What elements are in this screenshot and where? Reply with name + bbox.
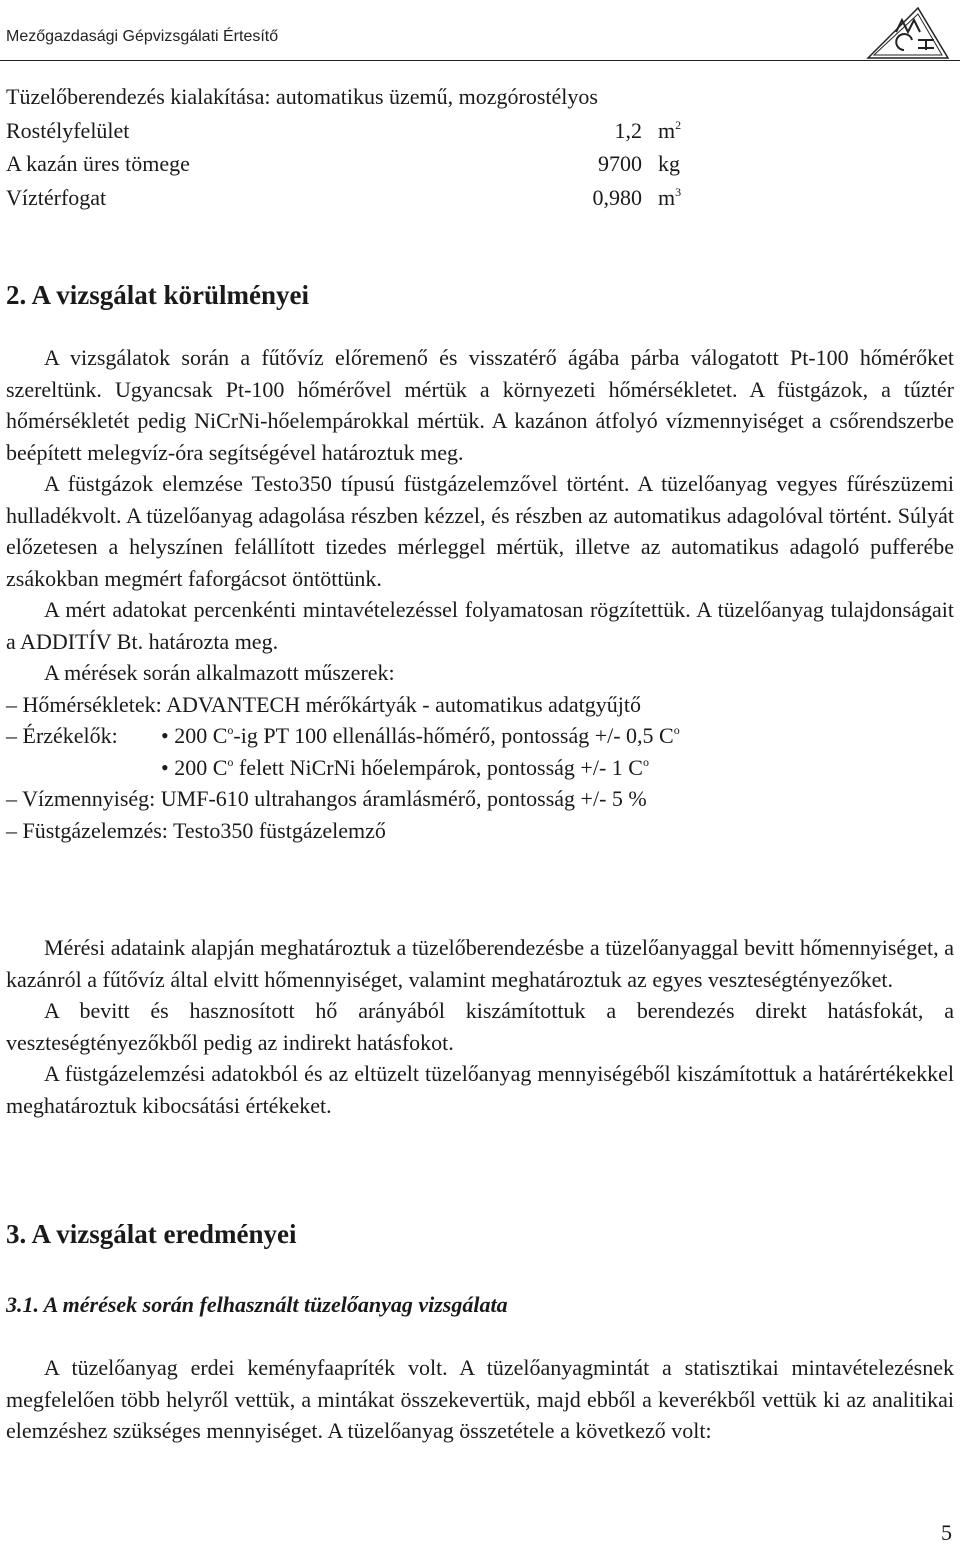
boiler-specs [6, 80, 682, 214]
spec-unit: kg [658, 151, 680, 176]
paragraph: A tüzelőanyag erdei keményfaapríték volt. A tüzelőanyagmintát a statisztikai mintavételezésnek megfelelően több helyről vettük, a mintákat összekevertük, majd ebből a keverékből vettük ki az analitikai elemzéshez szükséges mennyiséget. A tüzelőanyag összetétele a következő volt: [6, 1355, 954, 1443]
instrument-item: – Vízmennyiség: UMF-610 ultrahangos áramlásmérő, pontosság +/- 5 % [6, 786, 647, 811]
paragraph: A vizsgálatok során a fűtővíz előremenő és visszatérő ágába párba válogatott Pt-100 hőmérőket szereltünk. Ugyancsak Pt-100 hőmérővel mértük a környezeti hőmérsékletet. A füstgázok, a tűztér hőmérsékletét pedig NiCrNi-hőelempárokkal mértük. A kazánon átfolyó vízmennyiséget a csőrendszerbe beépített melegvíz-óra segítségével határoztuk meg. [6, 345, 954, 465]
spec-label: A kazán üres tömege [6, 151, 190, 176]
spec-row [6, 114, 682, 148]
paragraph: A mért adatokat percenkénti mintavételezéssel folyamatosan rögzítettük. A tüzelőanyag tulajdonságait a ADDITÍV Bt. határozta meg. [6, 597, 954, 654]
section-2-heading: 2. A vizsgálat körülményei [6, 280, 309, 310]
spec-label: Víztérfogat [6, 184, 107, 210]
spec-value: 0,980 [592, 184, 642, 210]
spec-unit: $m^2$ [658, 117, 682, 143]
spec-unit: $m^3$ [658, 184, 682, 210]
spec-value: 1,2 [614, 117, 642, 143]
paragraph: A füstgázok elemzése Testo350 típusú füstgázelemzővel történt. A tüzelőanyag vegyes fűrészüzemi hulladékvolt. A tüzelőanyag adagolása részben kézzel, és részben az automatikus adagolóval történt. Súlyát előzetesen a helyszínen felállított tizedes mérleggel mértük, illetve az automatikus adagoló pufferébe zsákokban megmért faforgácsot öntöttünk. [6, 471, 954, 591]
section-2-conclusion [6, 932, 954, 1121]
spec-value: 9700 [598, 151, 642, 176]
firing-spec [6, 80, 598, 114]
journal-header: Mezőgazdasági Gépvizsgálati Értesítő [6, 28, 279, 45]
paragraph: Mérési adataink alapján meghatároztuk a tüzelőberendezésbe a tüzelőanyaggal bevitt hőmennyiséget, a kazánról a fűtővíz által elvitt hőmennyiséget, valamint meghatároztuk az egyes veszteségtényezőket. [6, 935, 954, 992]
section-3-1-heading: 3.1. A mérések során felhasznált tüzelőanyag vizsgálata [6, 1292, 508, 1317]
section-3-body [6, 1352, 954, 1447]
instrument-item: • 200 $C^o$ felett NiCrNi hőelempárok, pontosság +/- 1 $C^o$ [161, 754, 649, 780]
spec-row [6, 181, 682, 215]
header-rule [0, 60, 960, 61]
instrument-item: – Füstgázelemzés: Testo350 füstgázelemző [6, 817, 386, 843]
section-2-body [6, 342, 954, 846]
spec-row [6, 147, 680, 181]
mgi-logo-icon [862, 4, 954, 62]
instrument-item: – Érzékelők: • 200 $C^o-ig$ PT 100 ellenállás-hőmérő, pontosság +/- 0,5 $C^o$ [6, 723, 680, 748]
paragraph: A bevitt és hasznosított hő arányából kiszámítottuk a berendezés direkt hatásfokát, a veszteségtényezőkből pedig az indirekt hatásfokot. [6, 998, 954, 1055]
firing-text: Tüzelőberendezés kialakítása: automatikus üzemű, mozgórostélyos [6, 84, 598, 109]
instruments-intro: A mérések során alkalmazott műszerek: [44, 660, 395, 685]
spec-label: Rostélyfelület [6, 117, 130, 143]
instrument-item: – Hőmérsékletek: ADVANTECH mérőkártyák - automatikus adatgyűjtő [6, 691, 642, 717]
page-number: 5 [941, 1520, 952, 1545]
paragraph: A füstgázelemzési adatokból és az eltüzelt tüzelőanyag mennyiségéből kiszámítottuk a határértékekkel meghatároztuk kibocsátási értékeket. [6, 1061, 954, 1118]
section-3-heading: 3. A vizsgálat eredményei [6, 1219, 297, 1249]
